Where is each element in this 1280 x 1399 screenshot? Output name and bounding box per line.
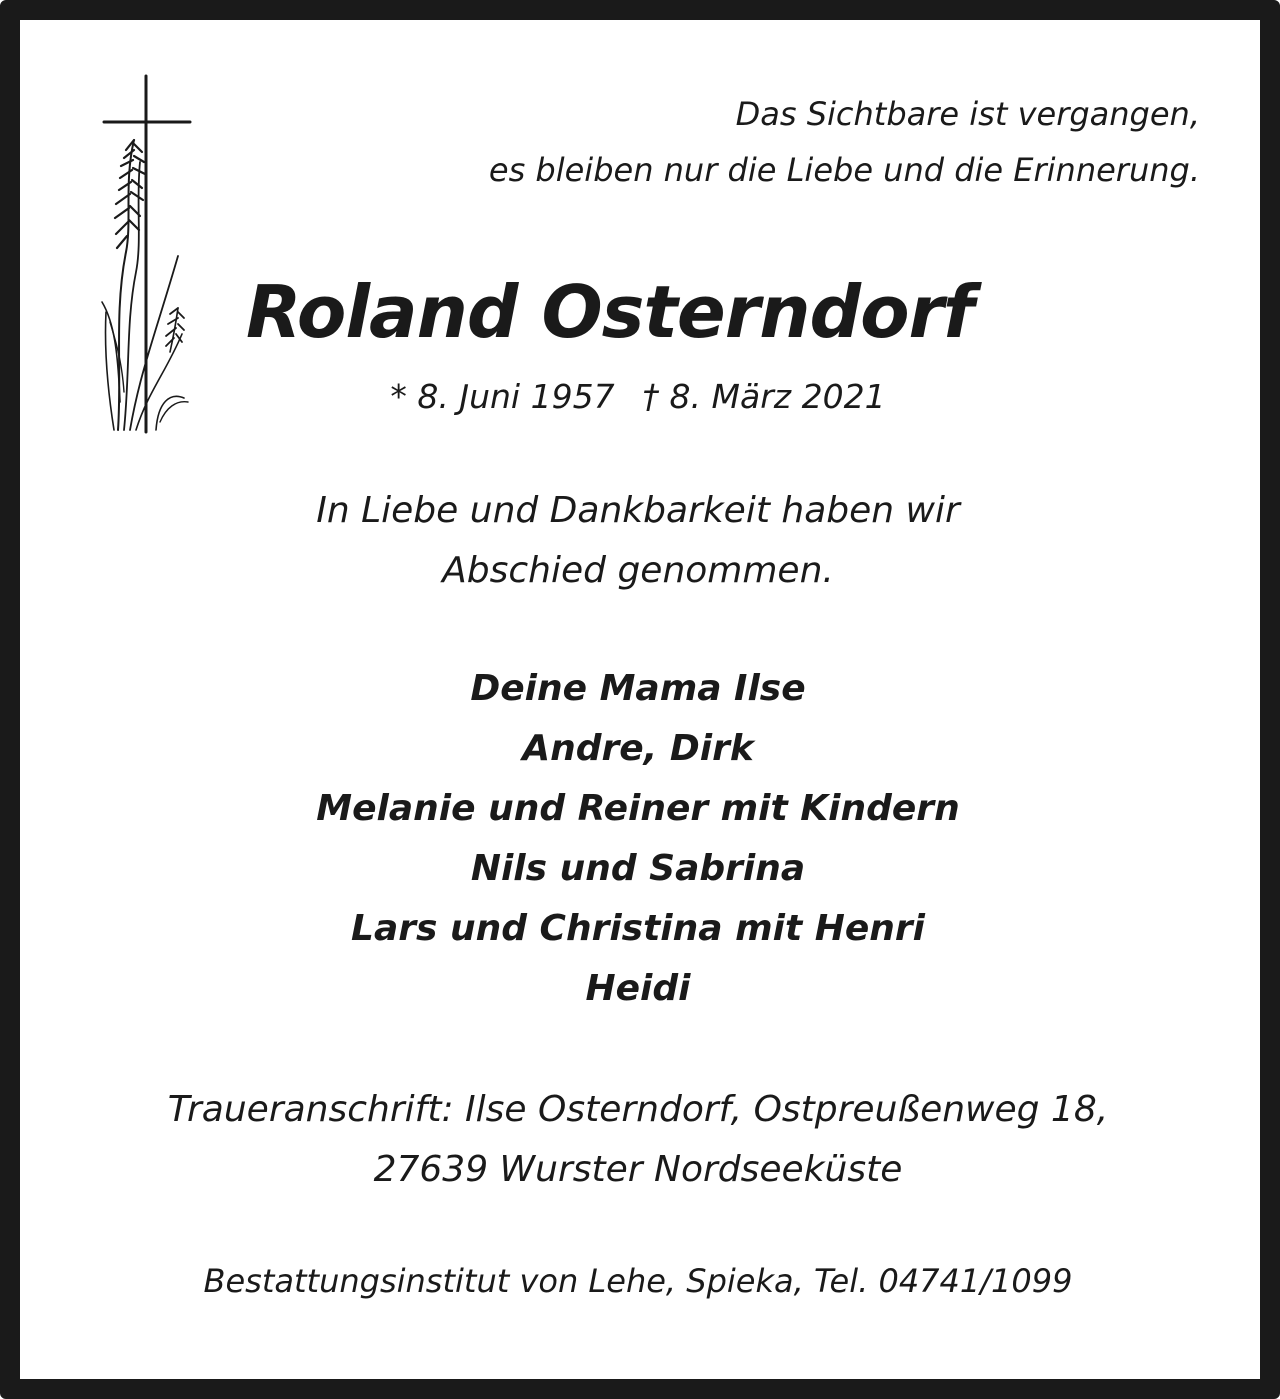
farewell-text — [0, 481, 1276, 601]
quote-line: Das Sichtbare ist vergangen, — [735, 95, 1200, 133]
memorial-quote — [20, 86, 1200, 198]
death-date: † 8. März 2021 — [642, 377, 886, 416]
family-member: Nils und Sabrina — [470, 848, 806, 889]
address-line: Traueranschrift: Ilse Osterndorf, Ostpreußenweg 18, — [167, 1089, 1109, 1130]
farewell-line: In Liebe und Dankbarkeit haben wir — [316, 490, 960, 531]
funeral-home: Bestattungsinstitut von Lehe, Spieka, Tel. 04741/1099 — [203, 1262, 1073, 1300]
family-member: Heidi — [585, 968, 691, 1009]
family-member: Andre, Dirk — [522, 728, 754, 769]
family-member: Deine Mama Ilse — [470, 668, 806, 709]
family-list — [0, 659, 1276, 1019]
address-line: 27639 Wurster Nordseeküste — [373, 1149, 903, 1190]
life-dates — [0, 372, 1276, 422]
farewell-line: Abschied genommen. — [442, 550, 834, 591]
family-member: Melanie und Reiner mit Kindern — [316, 788, 960, 829]
mourning-address — [0, 1080, 1276, 1200]
family-member: Lars und Christina mit Henri — [351, 908, 925, 949]
deceased-name: Roland Osterndorf — [246, 270, 974, 354]
quote-line: es bleiben nur die Liebe und die Erinnerung. — [488, 151, 1200, 189]
birth-date: * 8. Juni 1957 — [390, 377, 615, 416]
